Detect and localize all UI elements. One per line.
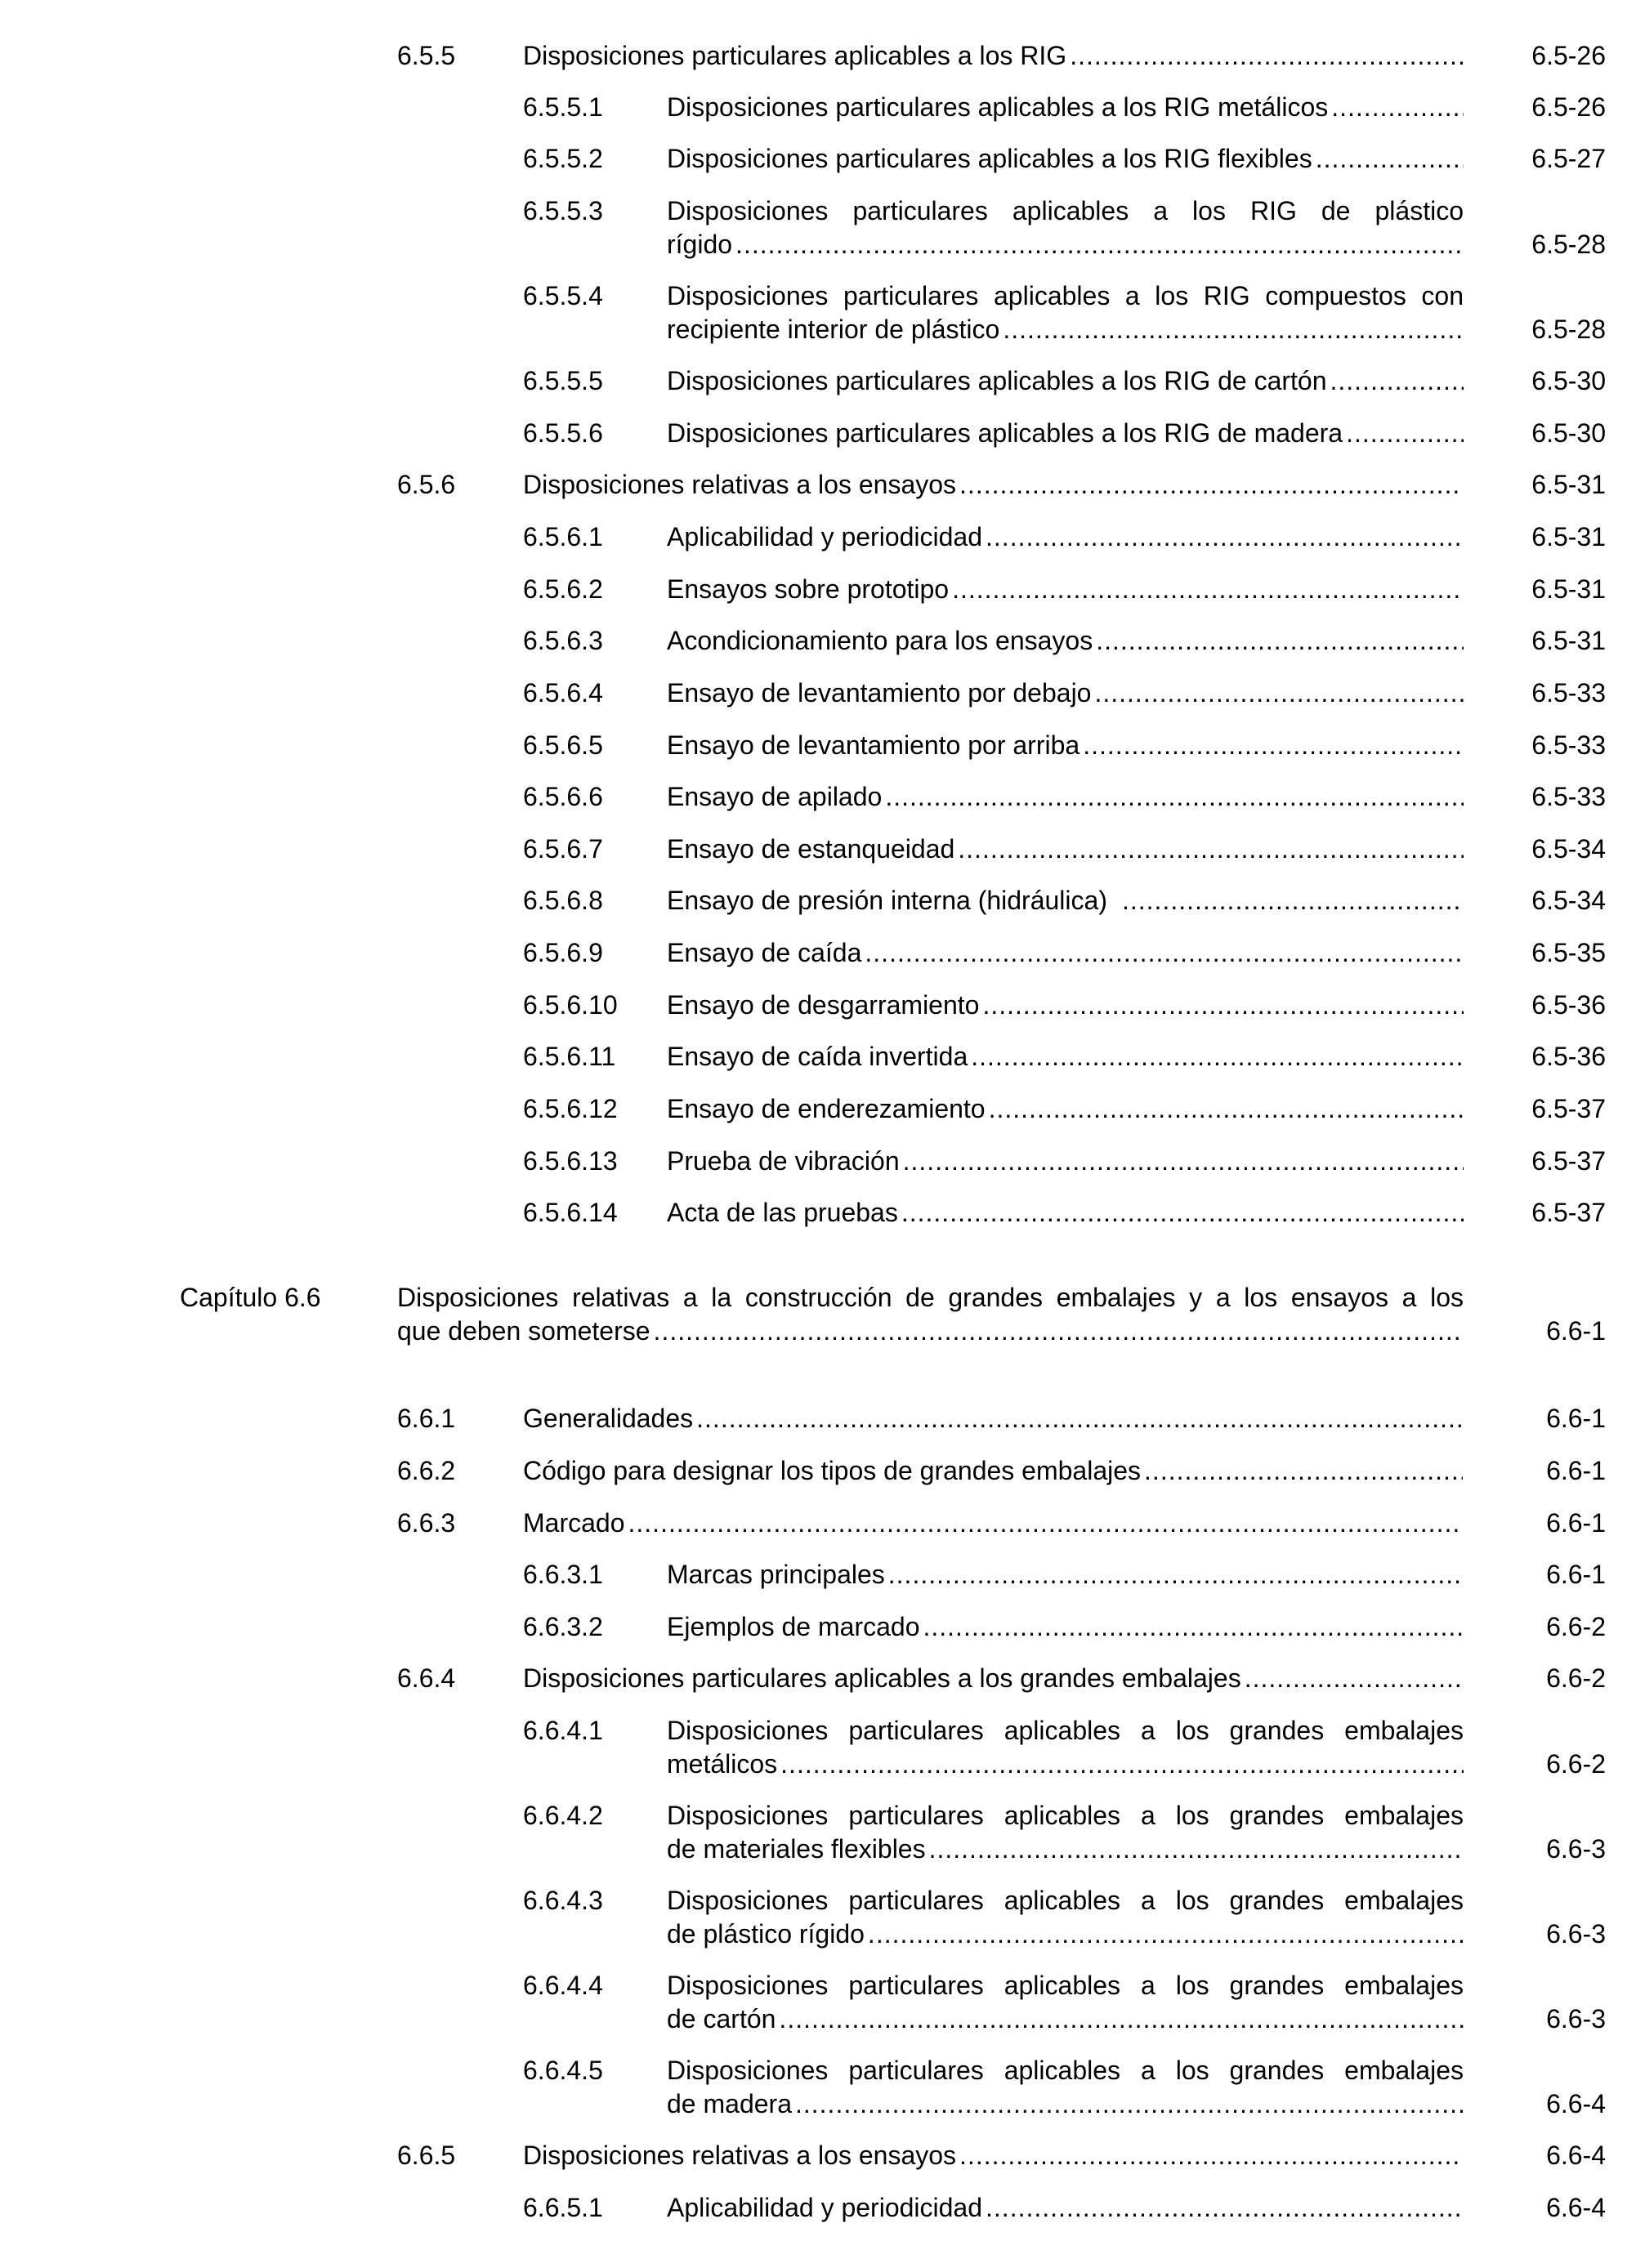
title-text: Disposiciones particulares aplicables a los RIG de plástico <box>667 196 1464 225</box>
title-text: Aplicabilidad y periodicidad <box>667 522 983 551</box>
dot-leader <box>735 228 1464 261</box>
section-number: 6.6.4 <box>397 1663 456 1693</box>
dot-leader <box>779 2002 1464 2036</box>
title-text: Ensayo de levantamiento por debajo <box>667 678 1092 708</box>
title-text: Generalidades <box>523 1404 694 1433</box>
dot-leader <box>868 1918 1464 1951</box>
section-number: 6.6.5 <box>397 2141 456 2170</box>
title-text: recipiente interior de plástico <box>667 315 1000 344</box>
dot-leader <box>1083 729 1464 762</box>
dot-leader <box>1316 142 1464 176</box>
title-text: Ensayo de caída <box>667 938 862 967</box>
chapter-number: Capítulo 6.6 <box>180 1283 321 1312</box>
entry-title <box>667 1799 1464 1866</box>
title-text: Marcas principales <box>667 1560 885 1589</box>
dot-leader <box>982 989 1464 1022</box>
page-number: 6.6-1 <box>1546 1456 1606 1485</box>
title-text: Disposiciones particulares aplicables a los grandes embalajes <box>667 1971 1464 2000</box>
title-text: Disposiciones particulares aplicables a los grandes embalajes <box>667 2056 1464 2085</box>
page-number: 6.5-36 <box>1531 1042 1606 1071</box>
title-text: metálicos <box>667 1749 778 1779</box>
page-number: 6.6-4 <box>1546 2141 1606 2170</box>
entry-title <box>667 91 1464 124</box>
page-number: 6.5-28 <box>1531 230 1606 259</box>
section-number: 6.6.3.2 <box>523 1612 603 1641</box>
title-text: Disposiciones particulares aplicables a los grandes embalajes <box>667 1716 1464 1745</box>
section-number: 6.5.5.3 <box>523 196 603 225</box>
dot-leader <box>986 2191 1464 2225</box>
entry-title <box>667 417 1464 450</box>
title-text: Acta de las pruebas <box>667 1198 898 1227</box>
page-number: 6.5-26 <box>1531 92 1606 122</box>
entry-title <box>667 573 1464 606</box>
page-number: 6.6-2 <box>1546 1749 1606 1779</box>
entry-title <box>667 1092 1464 1126</box>
dot-leader <box>952 573 1464 606</box>
entry-title <box>667 729 1464 762</box>
dot-leader <box>986 520 1464 554</box>
entry-title <box>667 780 1464 814</box>
entry-title <box>667 1884 1464 1951</box>
entry-title <box>667 624 1464 658</box>
title-text: Ensayo de desgarramiento <box>667 990 980 1020</box>
title-text: Disposiciones relativas a los ensayos <box>523 470 957 499</box>
title-text: Disposiciones particulares aplicables a los grandes embalajes <box>523 1663 1241 1693</box>
section-number: 6.5.5.4 <box>523 281 603 310</box>
entry-title <box>667 1969 1464 2036</box>
title-text: Disposiciones particulares aplicables a los RIG flexibles <box>667 144 1312 173</box>
page-number: 6.6-3 <box>1546 1919 1606 1949</box>
section-number: 6.6.4.5 <box>523 2056 603 2085</box>
section-number: 6.5.6.5 <box>523 730 603 760</box>
entry-title <box>523 1662 1463 1695</box>
section-number: 6.6.4.3 <box>523 1886 603 1915</box>
title-text: Aplicabilidad y periodicidad <box>667 2193 983 2222</box>
title-text: Código para designar los tipos de grandes embalajes <box>523 1456 1142 1485</box>
section-number: 6.6.4.2 <box>523 1801 603 1830</box>
entry-title <box>667 1714 1464 1781</box>
title-text: que deben someterse <box>397 1316 650 1346</box>
page-number: 6.5-34 <box>1531 886 1606 915</box>
dot-leader <box>1330 364 1464 398</box>
section-number: 6.5.6.2 <box>523 574 603 604</box>
entry-title <box>667 194 1464 261</box>
section-number: 6.5.6.12 <box>523 1094 618 1123</box>
dot-leader <box>989 1092 1464 1126</box>
entry-title <box>667 1558 1464 1592</box>
dot-leader <box>959 468 1463 502</box>
section-number: 6.5.6.10 <box>523 990 618 1020</box>
dot-leader <box>780 1748 1464 1781</box>
page-number: 6.6-1 <box>1546 1316 1606 1346</box>
entry-title <box>523 39 1463 73</box>
page-number: 6.5-37 <box>1531 1146 1606 1176</box>
title-text: Ensayos sobre prototipo <box>667 574 950 604</box>
entry-title <box>523 1402 1463 1435</box>
page-number: 6.6-1 <box>1546 1508 1606 1538</box>
entry-title <box>667 833 1464 866</box>
title-text: Prueba de vibración <box>667 1146 900 1176</box>
title-text: de plástico rígido <box>667 1919 865 1949</box>
entry-title <box>667 364 1464 398</box>
section-number: 6.5.6.6 <box>523 782 603 811</box>
entry-title <box>523 2139 1463 2172</box>
page-number: 6.5-31 <box>1531 626 1606 655</box>
title-text: Ensayo de estanqueidad <box>667 834 955 864</box>
page-number: 6.5-36 <box>1531 990 1606 1020</box>
page-number: 6.5-33 <box>1531 730 1606 760</box>
section-number: 6.6.3 <box>397 1508 456 1538</box>
dot-leader <box>1346 417 1464 450</box>
dot-leader <box>1245 1662 1463 1695</box>
section-number: 6.5.6.11 <box>523 1042 616 1071</box>
entry-title <box>523 1454 1463 1488</box>
title-text: Ensayo de levantamiento por arriba <box>667 730 1080 760</box>
dot-leader <box>865 936 1464 970</box>
entry-title <box>523 468 1463 502</box>
dot-leader <box>885 780 1464 814</box>
dot-leader <box>1003 313 1464 346</box>
page-number: 6.5-28 <box>1531 315 1606 344</box>
section-number: 6.5.6.8 <box>523 886 603 915</box>
section-number: 6.5.6.13 <box>523 1146 618 1176</box>
title-text: Marcado <box>523 1508 625 1538</box>
dot-leader <box>1144 1454 1463 1488</box>
dot-leader <box>628 1507 1464 1540</box>
dot-leader <box>901 1196 1464 1230</box>
dot-leader <box>958 833 1464 866</box>
chapter-title <box>397 1281 1464 1348</box>
title-text: Ensayo de apilado <box>667 782 883 811</box>
section-number: 6.5.6.9 <box>523 938 603 967</box>
dot-leader <box>654 1315 1464 1348</box>
page-number: 6.6-3 <box>1546 2004 1606 2034</box>
section-number: 6.6.2 <box>397 1456 456 1485</box>
page-number: 6.5-30 <box>1531 418 1606 448</box>
section-number: 6.5.6.4 <box>523 678 603 708</box>
entry-title <box>667 676 1464 710</box>
page-number: 6.6-4 <box>1546 2089 1606 2118</box>
entry-title <box>667 2191 1464 2225</box>
page-number: 6.5-31 <box>1531 574 1606 604</box>
title-text: de madera <box>667 2089 792 2118</box>
entry-title <box>523 1507 1463 1540</box>
page-number: 6.5-37 <box>1531 1198 1606 1227</box>
section-number: 6.6.4.1 <box>523 1716 603 1745</box>
title-text: rígido <box>667 230 733 259</box>
page-number: 6.5-27 <box>1531 144 1606 173</box>
dot-leader <box>959 2139 1463 2172</box>
page-number: 6.5-33 <box>1531 678 1606 708</box>
entry-title <box>667 1610 1464 1644</box>
page-number: 6.6-4 <box>1546 2193 1606 2222</box>
page-number: 6.5-33 <box>1531 782 1606 811</box>
section-number: 6.5.5.5 <box>523 366 603 395</box>
dot-leader <box>1094 676 1464 710</box>
entry-title <box>667 142 1464 176</box>
section-number: 6.5.6.14 <box>523 1198 618 1227</box>
title-text: Disposiciones particulares aplicables a los RIG de madera <box>667 418 1343 448</box>
title-text: Disposiciones particulares aplicables a los grandes embalajes <box>667 1886 1464 1915</box>
dot-leader <box>971 1040 1464 1074</box>
section-number: 6.5.6.7 <box>523 834 603 864</box>
dot-leader <box>888 1558 1464 1592</box>
title-text: Disposiciones particulares aplicables a los grandes embalajes <box>667 1801 1464 1830</box>
dot-leader <box>1070 39 1463 73</box>
section-number: 6.5.6.1 <box>523 522 603 551</box>
title-text: Ejemplos de marcado <box>667 1612 920 1641</box>
title-text: Acondicionamiento para los ensayos <box>667 626 1093 655</box>
page-number: 6.6-1 <box>1546 1404 1606 1433</box>
entry-title <box>667 520 1464 554</box>
title-text: Disposiciones particulares aplicables a los RIG <box>523 41 1067 70</box>
dot-leader <box>903 1145 1464 1178</box>
title-text: Ensayo de enderezamiento <box>667 1094 986 1123</box>
section-number: 6.5.6.3 <box>523 626 603 655</box>
section-number: 6.6.5.1 <box>523 2193 603 2222</box>
dot-leader <box>929 1833 1464 1866</box>
title-text: Disposiciones relativas a la construcción de grandes embalajes y a los ensayos a los <box>397 1283 1464 1312</box>
page-number: 6.6-3 <box>1546 1834 1606 1864</box>
page-number: 6.6-2 <box>1546 1663 1606 1693</box>
section-number: 6.5.5 <box>397 41 456 70</box>
section-number: 6.6.1 <box>397 1404 456 1433</box>
page-number: 6.5-37 <box>1531 1094 1606 1123</box>
section-number: 6.5.5.2 <box>523 144 603 173</box>
title-text: Ensayo de presión interna (hidráulica) <box>667 886 1107 915</box>
entry-title <box>667 1145 1464 1178</box>
section-number: 6.6.3.1 <box>523 1560 603 1589</box>
page-number: 6.5-26 <box>1531 41 1606 70</box>
entry-title <box>667 936 1464 970</box>
title-text: Disposiciones particulares aplicables a los RIG de cartón <box>667 366 1327 395</box>
dot-leader <box>1122 884 1464 917</box>
page-number: 6.6-1 <box>1546 1560 1606 1589</box>
title-text: Ensayo de caída invertida <box>667 1042 968 1071</box>
title-text: de materiales flexibles <box>667 1834 926 1864</box>
entry-title <box>667 884 1464 917</box>
dot-leader <box>923 1610 1464 1644</box>
title-text: Disposiciones particulares aplicables a los RIG compuestos con <box>667 281 1464 310</box>
section-number: 6.5.5.1 <box>523 92 603 122</box>
page-number: 6.5-34 <box>1531 834 1606 864</box>
page-number: 6.5-35 <box>1531 938 1606 967</box>
title-text: Disposiciones relativas a los ensayos <box>523 2141 957 2170</box>
dot-leader <box>696 1402 1463 1435</box>
page-number: 6.5-31 <box>1531 470 1606 499</box>
entry-title <box>667 1040 1464 1074</box>
page-number: 6.5-30 <box>1531 366 1606 395</box>
entry-title <box>667 2054 1464 2121</box>
dot-leader <box>1096 624 1464 658</box>
page-number: 6.6-2 <box>1546 1612 1606 1641</box>
dot-leader <box>795 2087 1464 2121</box>
section-number: 6.5.5.6 <box>523 418 603 448</box>
title-text: Disposiciones particulares aplicables a los RIG metálicos <box>667 92 1329 122</box>
title-text: de cartón <box>667 2004 776 2034</box>
dot-leader <box>1331 91 1464 124</box>
entry-title <box>667 989 1464 1022</box>
section-number: 6.5.6 <box>397 470 456 499</box>
page-number: 6.5-31 <box>1531 522 1606 551</box>
entry-title <box>667 279 1464 346</box>
section-number: 6.6.4.4 <box>523 1971 603 2000</box>
entry-title <box>667 1196 1464 1230</box>
